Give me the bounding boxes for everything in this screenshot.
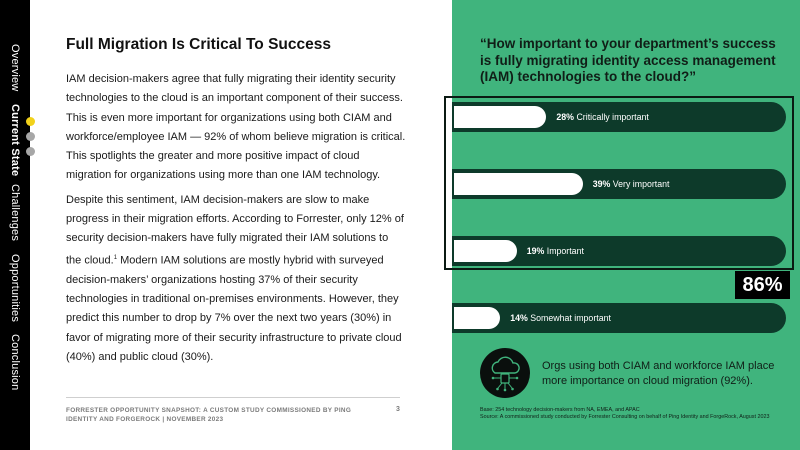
page-dots bbox=[26, 117, 36, 162]
bar-value-label: 14% bbox=[510, 313, 528, 323]
cloud-circuit-svg bbox=[480, 348, 530, 398]
footer-divider bbox=[66, 397, 400, 398]
bar-row-important bbox=[452, 236, 786, 266]
bar-category-label: Important bbox=[546, 246, 584, 256]
bar-label bbox=[510, 303, 611, 333]
total-percent-badge: 86% bbox=[735, 271, 790, 299]
nav-item-overview[interactable]: Overview bbox=[9, 44, 21, 92]
main-content bbox=[66, 36, 406, 372]
bar-category-label: Somewhat important bbox=[530, 313, 611, 323]
bar-label bbox=[556, 102, 648, 132]
page-number: 3 bbox=[396, 406, 400, 413]
bar-value-label: 39% bbox=[592, 179, 611, 189]
bar-label bbox=[593, 169, 670, 199]
bar-row-very-important bbox=[452, 169, 786, 199]
source-study: Source: A commissioned study conducted by Forrester Consulting on behalf of Ping Identity and ForgeRock, August 2023 bbox=[480, 414, 770, 421]
bar-category-label: Very important bbox=[612, 179, 670, 189]
bar-row-critically-important bbox=[452, 102, 786, 132]
bar-label bbox=[527, 236, 584, 266]
bar-critically-important bbox=[454, 106, 546, 128]
bar-somewhat-important bbox=[454, 307, 500, 329]
nav-item-current-state[interactable]: Current State bbox=[9, 104, 21, 177]
page-dot[interactable] bbox=[26, 132, 35, 141]
bar-value-label: 19% bbox=[526, 246, 545, 256]
source-note bbox=[480, 407, 780, 421]
bar-category-label: Critically important bbox=[576, 112, 649, 122]
bar-track bbox=[452, 303, 786, 333]
section-nav bbox=[0, 0, 30, 450]
footer-credit: FORRESTER OPPORTUNITY SNAPSHOT: A CUSTOM STUDY COMMISSIONED BY PING IDENTITY AND FORGEROCK | NOVEMBER 2023 bbox=[66, 407, 352, 423]
nav-item-challenges[interactable]: Challenges bbox=[9, 184, 21, 242]
bar-important bbox=[454, 240, 517, 262]
chart-title: “How important to your department’s success is fully migrating identity access management (IAM) technologies to the cloud?” bbox=[480, 36, 776, 84]
cloud-circuit-icon bbox=[480, 348, 530, 398]
paragraph-1: IAM decision-makers agree that fully migrating their identity security technologies to the cloud is an important component of their success. This is even more important for organizations using both CIAM and workforce/employee IAM — 92% of whom believe migration is critical. This spotlights the greater and more positive impact of cloud migration for organizations using more than one IAM technology. bbox=[66, 73, 406, 182]
source-base: Base: 254 technology decision-makers from NA, EMEA, and APAC bbox=[480, 407, 640, 413]
nav-item-conclusion[interactable]: Conclusion bbox=[9, 334, 21, 391]
bar-value-label: 28% bbox=[556, 112, 574, 122]
bar-very-important bbox=[454, 173, 583, 195]
page-title: Full Migration Is Critical To Success bbox=[66, 36, 331, 53]
paragraph-2 bbox=[66, 191, 406, 367]
paragraph-2-text-cont: Modern IAM solutions are mostly hybrid with surveyed decision-makers’ organizations hosting 37% of their security technologies in traditional on-premises environments. However, they predict this number to drop by 7% over the next two years (30%) in favor of migrating more of their security infrastructure to private cloud (40%) and public cloud (30%). bbox=[66, 254, 402, 363]
paragraph-2-text: Despite this sentiment, IAM decision-makers are slow to make progress in their migration efforts. According to Forrester, only 12% of security decision-makers have fully migrated their IAM solutions to the cloud. bbox=[66, 193, 404, 267]
footnote-marker[interactable]: 1 bbox=[113, 254, 118, 261]
insight-text: Orgs using both CIAM and workforce IAM place more importance on cloud migration (92%). bbox=[542, 360, 775, 387]
bar-row-somewhat-important bbox=[452, 303, 786, 333]
page-dot[interactable] bbox=[26, 147, 35, 156]
page-dot-current[interactable] bbox=[26, 117, 35, 126]
nav-item-opportunities[interactable]: Opportunities bbox=[9, 254, 21, 323]
